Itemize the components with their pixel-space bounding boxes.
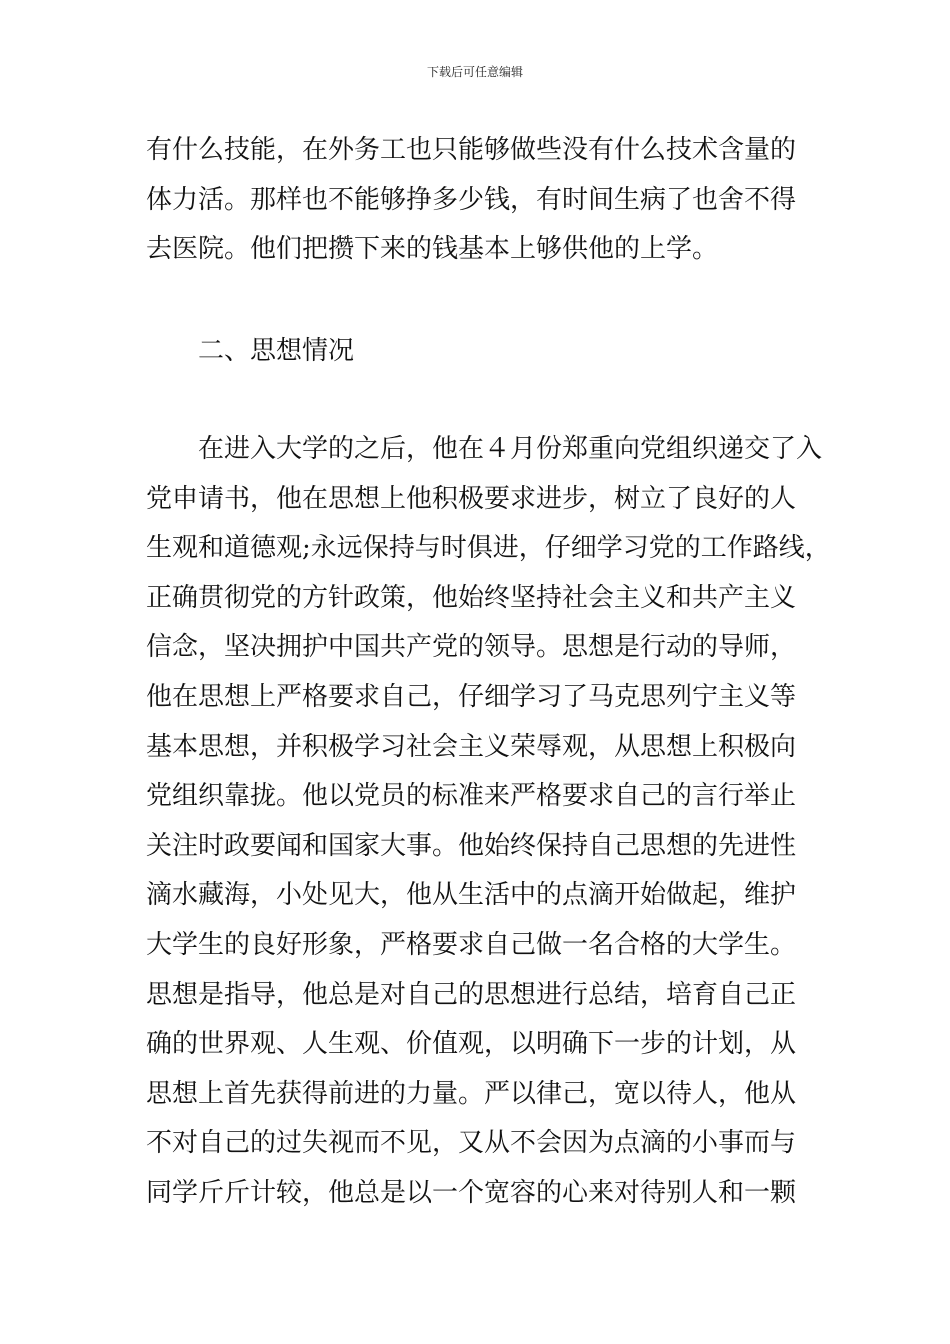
text-line: 思想是指导，他总是对自己的思想进行总结，培育自己正 [146,979,797,1010]
text-line: 滴水藏海，小处见大，他从生活中的点滴开始做起，维护 [146,880,797,911]
text-line: 党组织靠拢。他以党员的标准来严格要求自己的言行举止 [146,781,797,812]
paragraph-main [146,425,831,1219]
text-line: 同学斤斤计较，他总是以一个宽容的心来对待别人和一颗 [146,1177,797,1208]
text-line: 不对自己的过失视而不见，又从不会因为点滴的小事而与 [146,1128,797,1159]
text-line: 体力活。那样也不能够挣多少钱，有时间生病了也舍不得 [146,184,797,215]
text-line: 大学生的良好形象，严格要求自己做一名合格的大学生。 [146,929,797,960]
section-heading-text: 二、思想情况 [198,336,355,366]
text-line: 有什么技能，在外务工也只能够做些没有什么技术含量的 [146,135,797,165]
text-line: 去医院。他们把攒下来的钱基本上够供他的上学。 [146,234,719,265]
text-line: 关注时政要闻和国家大事。他始终保持自己思想的先进性 [146,830,797,861]
text-line: 思想上首先获得前进的力量。严以律己，宽以待人，他从 [146,1078,797,1109]
text-line: 生观和道德观;永远保持与时俱进，仔细学习党的工作路线， [146,533,831,564]
text-line: 他在思想上严格要求自己，仔细学习了马克思列宁主义等 [146,681,797,712]
text-line: 基本思想，并积极学习社会主义荣辱观，从思想上积极向 [146,731,797,762]
text-line: 党申请书，他在思想上他积极要求进步，树立了良好的人 [146,483,797,514]
page-header: 下载后可任意编辑 [426,65,523,79]
section-heading [146,327,816,377]
text-line: 正确贯彻党的方针政策，他始终坚持社会主义和共产主义 [146,582,797,613]
paragraph-continued [146,126,816,275]
text-line: 确的世界观、人生观、价值观，以明确下一步的计划，从 [146,1029,797,1060]
text-line: 信念，坚决拥护中国共产党的领导。思想是行动的导师， [146,632,797,663]
text-line-first: 在进入大学的之后，他在４月份郑重向党组织递交了入 [198,434,823,464]
